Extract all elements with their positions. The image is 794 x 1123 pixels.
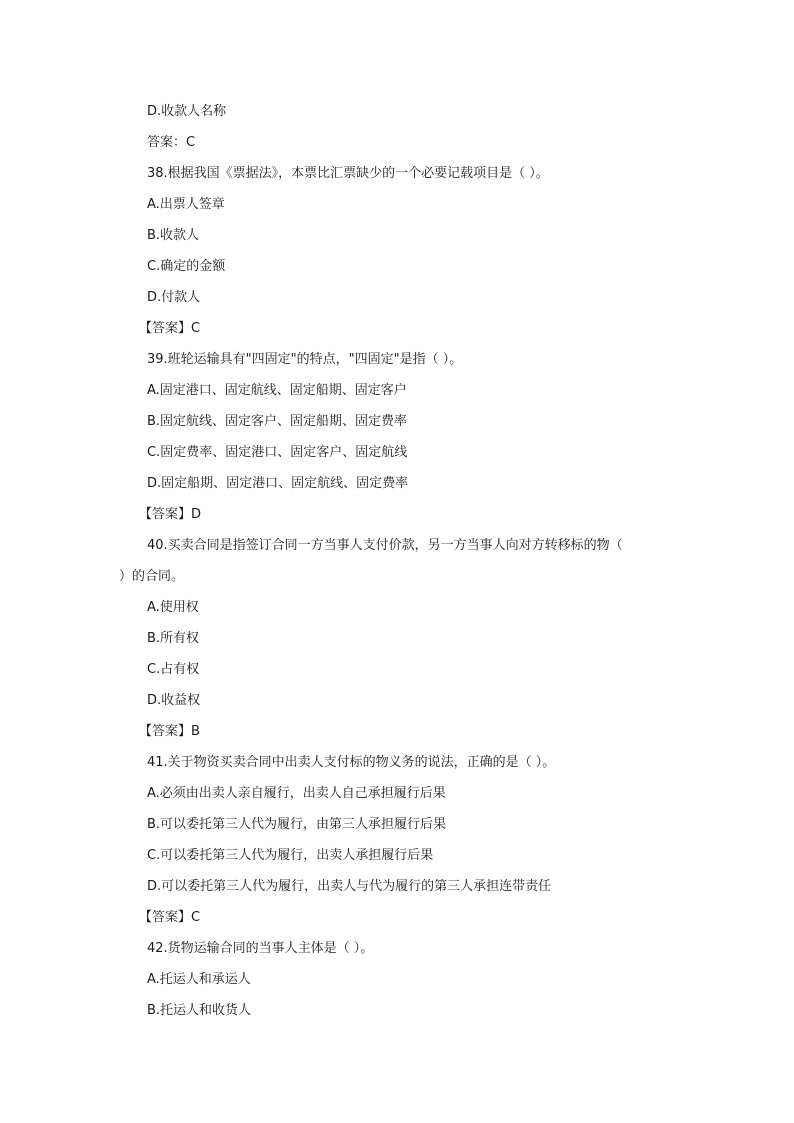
option-line: A.使用权 (147, 600, 199, 615)
question-line: 39.班轮运输具有"四固定"的特点，"四固定"是指（ ）。 (147, 352, 463, 367)
option-line: B.收款人 (147, 228, 200, 243)
option-line: A.托运人和承运人 (147, 972, 251, 987)
question-line: 38.根据我国《票据法》，本票比汇票缺少的一个必要记载项目是（ ）。 (147, 166, 549, 181)
option-line: B.所有权 (147, 631, 200, 646)
option-line: C.确定的金额 (147, 259, 226, 274)
answer-line: 答案：C (147, 135, 196, 150)
option-line: B.固定航线、固定客户、固定船期、固定费率 (147, 414, 408, 429)
option-line: D.收款人名称 (147, 104, 227, 119)
option-line: D.可以委托第三人代为履行，出卖人与代为履行的第三人承担连带责任 (147, 879, 552, 894)
option-line: B.可以委托第三人代为履行，由第三人承担履行后果 (147, 817, 447, 832)
answer-line: 【答案】C (139, 910, 201, 925)
question-continuation-line: ）的合同。 (119, 569, 185, 584)
question-line: 42.货物运输合同的当事人主体是（ ）。 (147, 941, 374, 956)
option-line: D.付款人 (147, 290, 201, 305)
option-line: B.托运人和收货人 (147, 1003, 252, 1018)
option-line: A.出票人签章 (147, 197, 225, 212)
option-line: D.固定船期、固定港口、固定航线、固定费率 (147, 476, 409, 491)
document-page (0, 96, 794, 1026)
option-line: D.收益权 (147, 693, 201, 708)
answer-line: 【答案】B (139, 724, 200, 739)
option-line: A.固定港口、固定航线、固定船期、固定客户 (147, 383, 407, 398)
option-line: C.占有权 (147, 662, 200, 677)
answer-line: 【答案】D (139, 507, 202, 522)
option-line: C.可以委托第三人代为履行，出卖人承担履行后果 (147, 848, 434, 863)
question-line: 40.买卖合同是指签订合同一方当事人支付价款，另一方当事人向对方转移标的物（ (147, 538, 623, 553)
answer-line: 【答案】C (139, 321, 201, 336)
question-line: 41.关于物资买卖合同中出卖人支付标的物义务的说法，正确的是（ ）。 (147, 755, 556, 770)
option-line: A.必须由出卖人亲自履行，出卖人自己承担履行后果 (147, 786, 446, 801)
option-line: C.固定费率、固定港口、固定客户、固定航线 (147, 445, 408, 460)
